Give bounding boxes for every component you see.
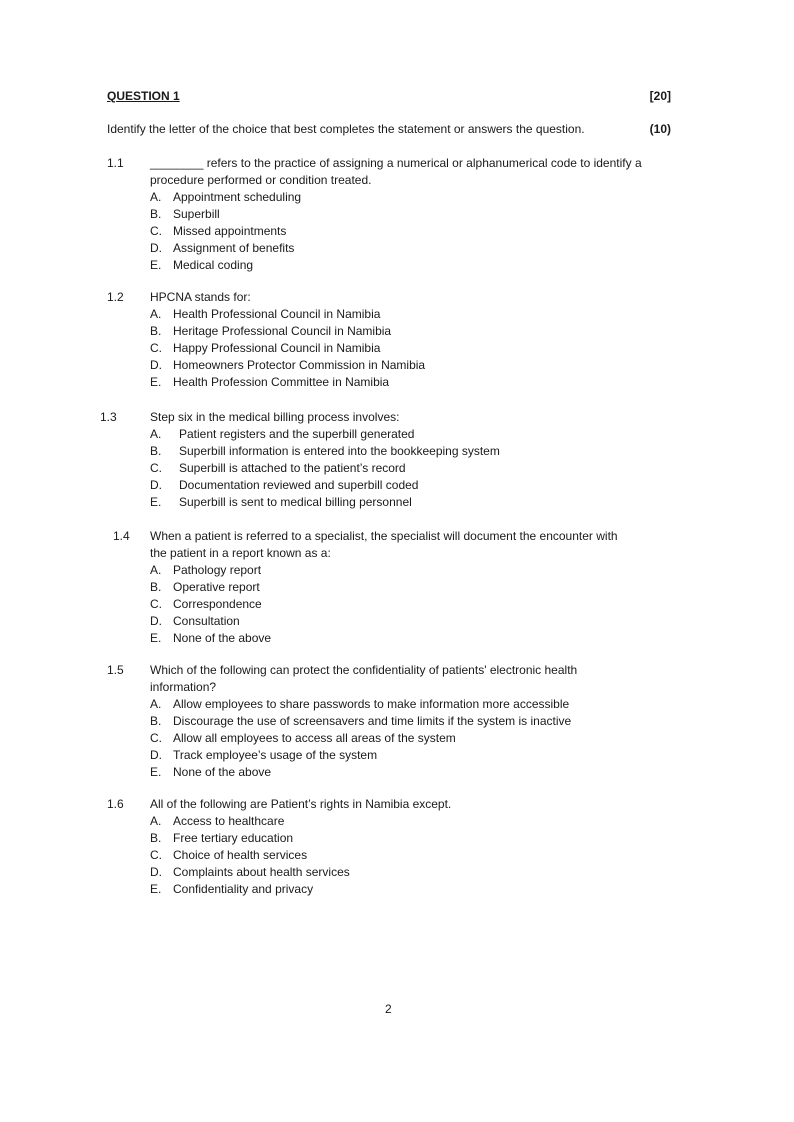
option-text: Superbill is attached to the patient’s record bbox=[179, 461, 406, 475]
option-text: Medical coding bbox=[173, 258, 254, 272]
option-text: Missed appointments bbox=[173, 224, 287, 238]
option-text: None of the above bbox=[173, 631, 272, 645]
option-text: Patient registers and the superbill generated bbox=[179, 427, 415, 441]
option-letter: A. bbox=[150, 427, 162, 441]
question-number: 1.6 bbox=[107, 797, 124, 811]
option-text: Homeowners Protector Commission in Namibia bbox=[173, 358, 426, 372]
option-letter: C. bbox=[150, 597, 162, 611]
option-letter: D. bbox=[150, 358, 162, 372]
option-letter: C. bbox=[150, 731, 162, 745]
option-letter: E. bbox=[150, 882, 162, 896]
option-letter: A. bbox=[150, 697, 162, 711]
option-letter: C. bbox=[150, 848, 162, 862]
option-letter: E. bbox=[150, 375, 162, 389]
option-letter: D. bbox=[150, 865, 162, 879]
option-letter: D. bbox=[150, 614, 162, 628]
option-text: Confidentiality and privacy bbox=[173, 882, 314, 896]
option-letter: C. bbox=[150, 224, 162, 238]
option-letter: C. bbox=[150, 341, 162, 355]
option-text: Heritage Professional Council in Namibia bbox=[173, 324, 392, 338]
option-text: Free tertiary education bbox=[173, 831, 294, 845]
question-text: When a patient is referred to a specialist, the specialist will document the encounter with bbox=[150, 529, 618, 543]
option-text: Track employee’s usage of the system bbox=[173, 748, 378, 762]
question-number: 1.5 bbox=[107, 663, 124, 677]
option-text: Discourage the use of screensavers and time limits if the system is inactive bbox=[173, 714, 572, 728]
option-letter: B. bbox=[150, 831, 162, 845]
option-letter: D. bbox=[150, 241, 162, 255]
option-letter: B. bbox=[150, 714, 162, 728]
option-letter: C. bbox=[150, 461, 162, 475]
question-text: procedure performed or condition treated. bbox=[150, 173, 372, 187]
question-text: Step six in the medical billing process involves: bbox=[150, 410, 400, 424]
option-text: Documentation reviewed and superbill coded bbox=[179, 478, 419, 492]
instruction-text: Identify the letter of the choice that best completes the statement or answers the question. bbox=[107, 122, 585, 136]
option-text: Consultation bbox=[173, 614, 240, 628]
question-total-marks: [20] bbox=[649, 89, 671, 103]
option-letter: A. bbox=[150, 190, 162, 204]
question-text: Which of the following can protect the confidentiality of patients' electronic health bbox=[150, 663, 578, 677]
option-text: Health Profession Committee in Namibia bbox=[173, 375, 390, 389]
option-letter: A. bbox=[150, 307, 162, 321]
question-text: All of the following are Patient’s rights in Namibia except. bbox=[150, 797, 452, 811]
option-text: Appointment scheduling bbox=[173, 190, 302, 204]
option-text: Allow employees to share passwords to make information more accessible bbox=[173, 697, 570, 711]
option-letter: B. bbox=[150, 580, 162, 594]
option-text: Pathology report bbox=[173, 563, 262, 577]
option-letter: B. bbox=[150, 207, 162, 221]
question-number: 1.1 bbox=[107, 156, 124, 170]
option-text: Correspondence bbox=[173, 597, 262, 611]
instruction-marks: (10) bbox=[649, 122, 671, 136]
question-title: QUESTION 1 bbox=[107, 89, 180, 103]
option-letter: E. bbox=[150, 258, 162, 272]
option-letter: E. bbox=[150, 495, 162, 509]
question-text: HPCNA stands for: bbox=[150, 290, 251, 304]
question-text: the patient in a report known as a: bbox=[150, 546, 331, 560]
option-text: None of the above bbox=[173, 765, 272, 779]
question-number: 1.3 bbox=[100, 410, 117, 424]
option-letter: E. bbox=[150, 631, 162, 645]
option-text: Choice of health services bbox=[173, 848, 308, 862]
option-letter: D. bbox=[150, 478, 162, 492]
option-text: Access to healthcare bbox=[173, 814, 285, 828]
option-text: Health Professional Council in Namibia bbox=[173, 307, 381, 321]
question-text: information? bbox=[150, 680, 217, 694]
option-letter: D. bbox=[150, 748, 162, 762]
option-text: Superbill is sent to medical billing personnel bbox=[179, 495, 412, 509]
option-text: Superbill information is entered into the bookkeeping system bbox=[179, 444, 500, 458]
option-text: Complaints about health services bbox=[173, 865, 350, 879]
option-letter: B. bbox=[150, 324, 162, 338]
question-number: 1.2 bbox=[107, 290, 124, 304]
option-letter: E. bbox=[150, 765, 162, 779]
option-letter: A. bbox=[150, 563, 162, 577]
question-number: 1.4 bbox=[113, 529, 130, 543]
option-text: Operative report bbox=[173, 580, 260, 594]
option-text: Assignment of benefits bbox=[173, 241, 295, 255]
option-text: Happy Professional Council in Namibia bbox=[173, 341, 381, 355]
option-text: Allow all employees to access all areas of the system bbox=[173, 731, 456, 745]
question-text: ________ refers to the practice of assigning a numerical or alphanumerical code to identify a bbox=[150, 156, 642, 170]
option-letter: B. bbox=[150, 444, 162, 458]
page-number: 2 bbox=[385, 1002, 392, 1016]
option-letter: A. bbox=[150, 814, 162, 828]
option-text: Superbill bbox=[173, 207, 220, 221]
